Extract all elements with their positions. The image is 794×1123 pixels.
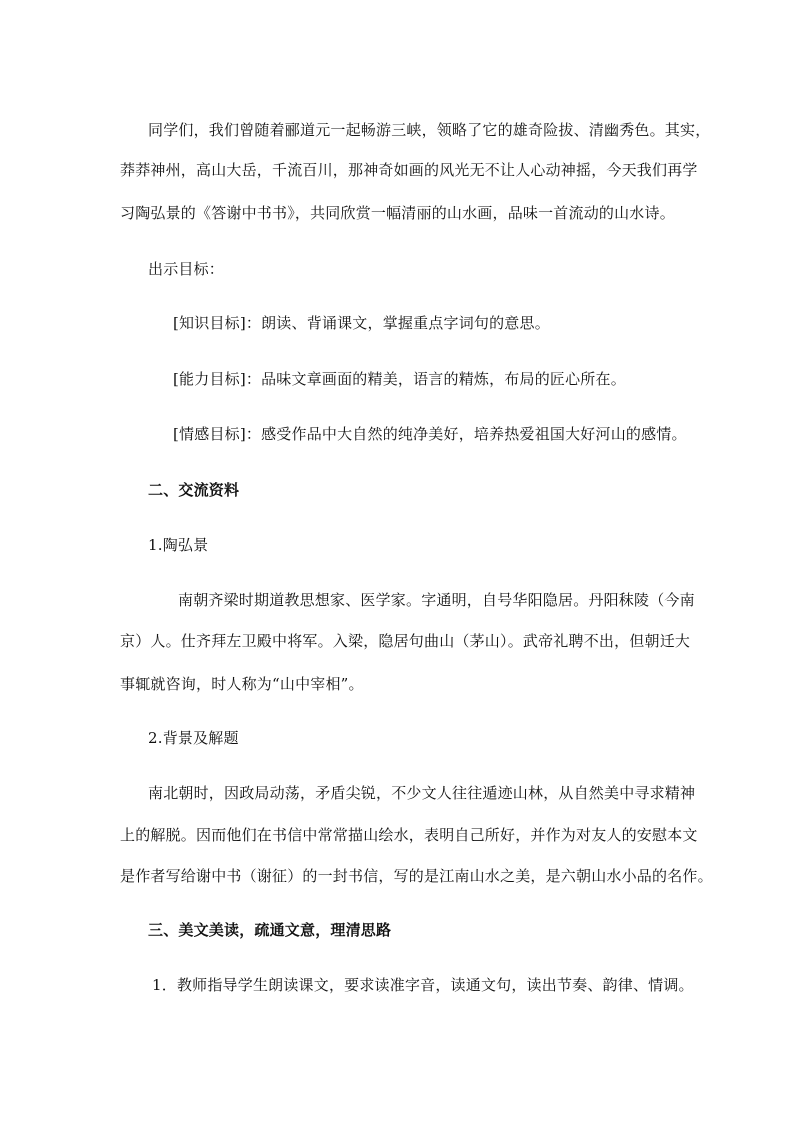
background-line-1: 南北朝时，因政局动荡，矛盾尖锐，不少文人往往遁迹山林，从自然美中寻求精神 (148, 784, 696, 802)
intro-line-3: 习陶弘景的《答谢中书书》，共同欣赏一幅清丽的山水画，品味一首流动的山水诗。 (120, 204, 675, 222)
section-3-item-1: 1．教师指导学生朗读课文，要求读准字音，读通文句，读出节奏、韵律、情调。 (152, 976, 694, 994)
section-3-heading: 三、美文美读，疏通文意，理清思路 (148, 921, 392, 939)
background-line-2: 上的解脱。因而他们在书信中常常描山绘水，表明自己所好，并作为对友人的安慰本文 (120, 826, 698, 844)
bio-line-1: 南朝齐梁时期道教思想家、医学家。字通明，自号华阳隐居。丹阳秣陵（今南 (178, 591, 695, 609)
bio-line-3: 事辄就咨询，时人称为“山中宰相”。 (120, 675, 364, 693)
goal-emotion: [情感目标]：感受作品中大自然的纯净美好，培养热爱祖国大好河山的感情。 (173, 425, 687, 443)
intro-line-1: 同学们，我们曾随着郦道元一起畅游三峡，领略了它的雄奇险拔、清幽秀色。其实， (148, 121, 711, 139)
goals-heading: 出示目标： (148, 260, 225, 278)
bio-line-2: 京）人。仕齐拜左卫殿中将军。入梁，隐居句曲山（茅山）。武帝礼聘不出，但朝迁大 (120, 632, 691, 650)
goal-ability: [能力目标]：品味文章画面的精美，语言的精炼，布局的匠心所在。 (173, 370, 626, 388)
subsection-2-title: 2.背景及解题 (148, 729, 239, 747)
goal-knowledge: [知识目标]：朗读、背诵课文，掌握重点字词句的意思。 (173, 314, 550, 332)
subsection-1-title: 1.陶弘景 (148, 536, 209, 554)
section-2-heading: 二、交流资料 (148, 481, 240, 499)
background-line-3: 是作者写给谢中书（谢征）的一封书信，写的是江南山水之美，是六朝山水小品的名作。 (120, 867, 713, 885)
intro-line-2: 莽莽神州，高山大岳，千流百川，那神奇如画的风光无不让人心动神摇，今天我们再学 (120, 161, 698, 179)
